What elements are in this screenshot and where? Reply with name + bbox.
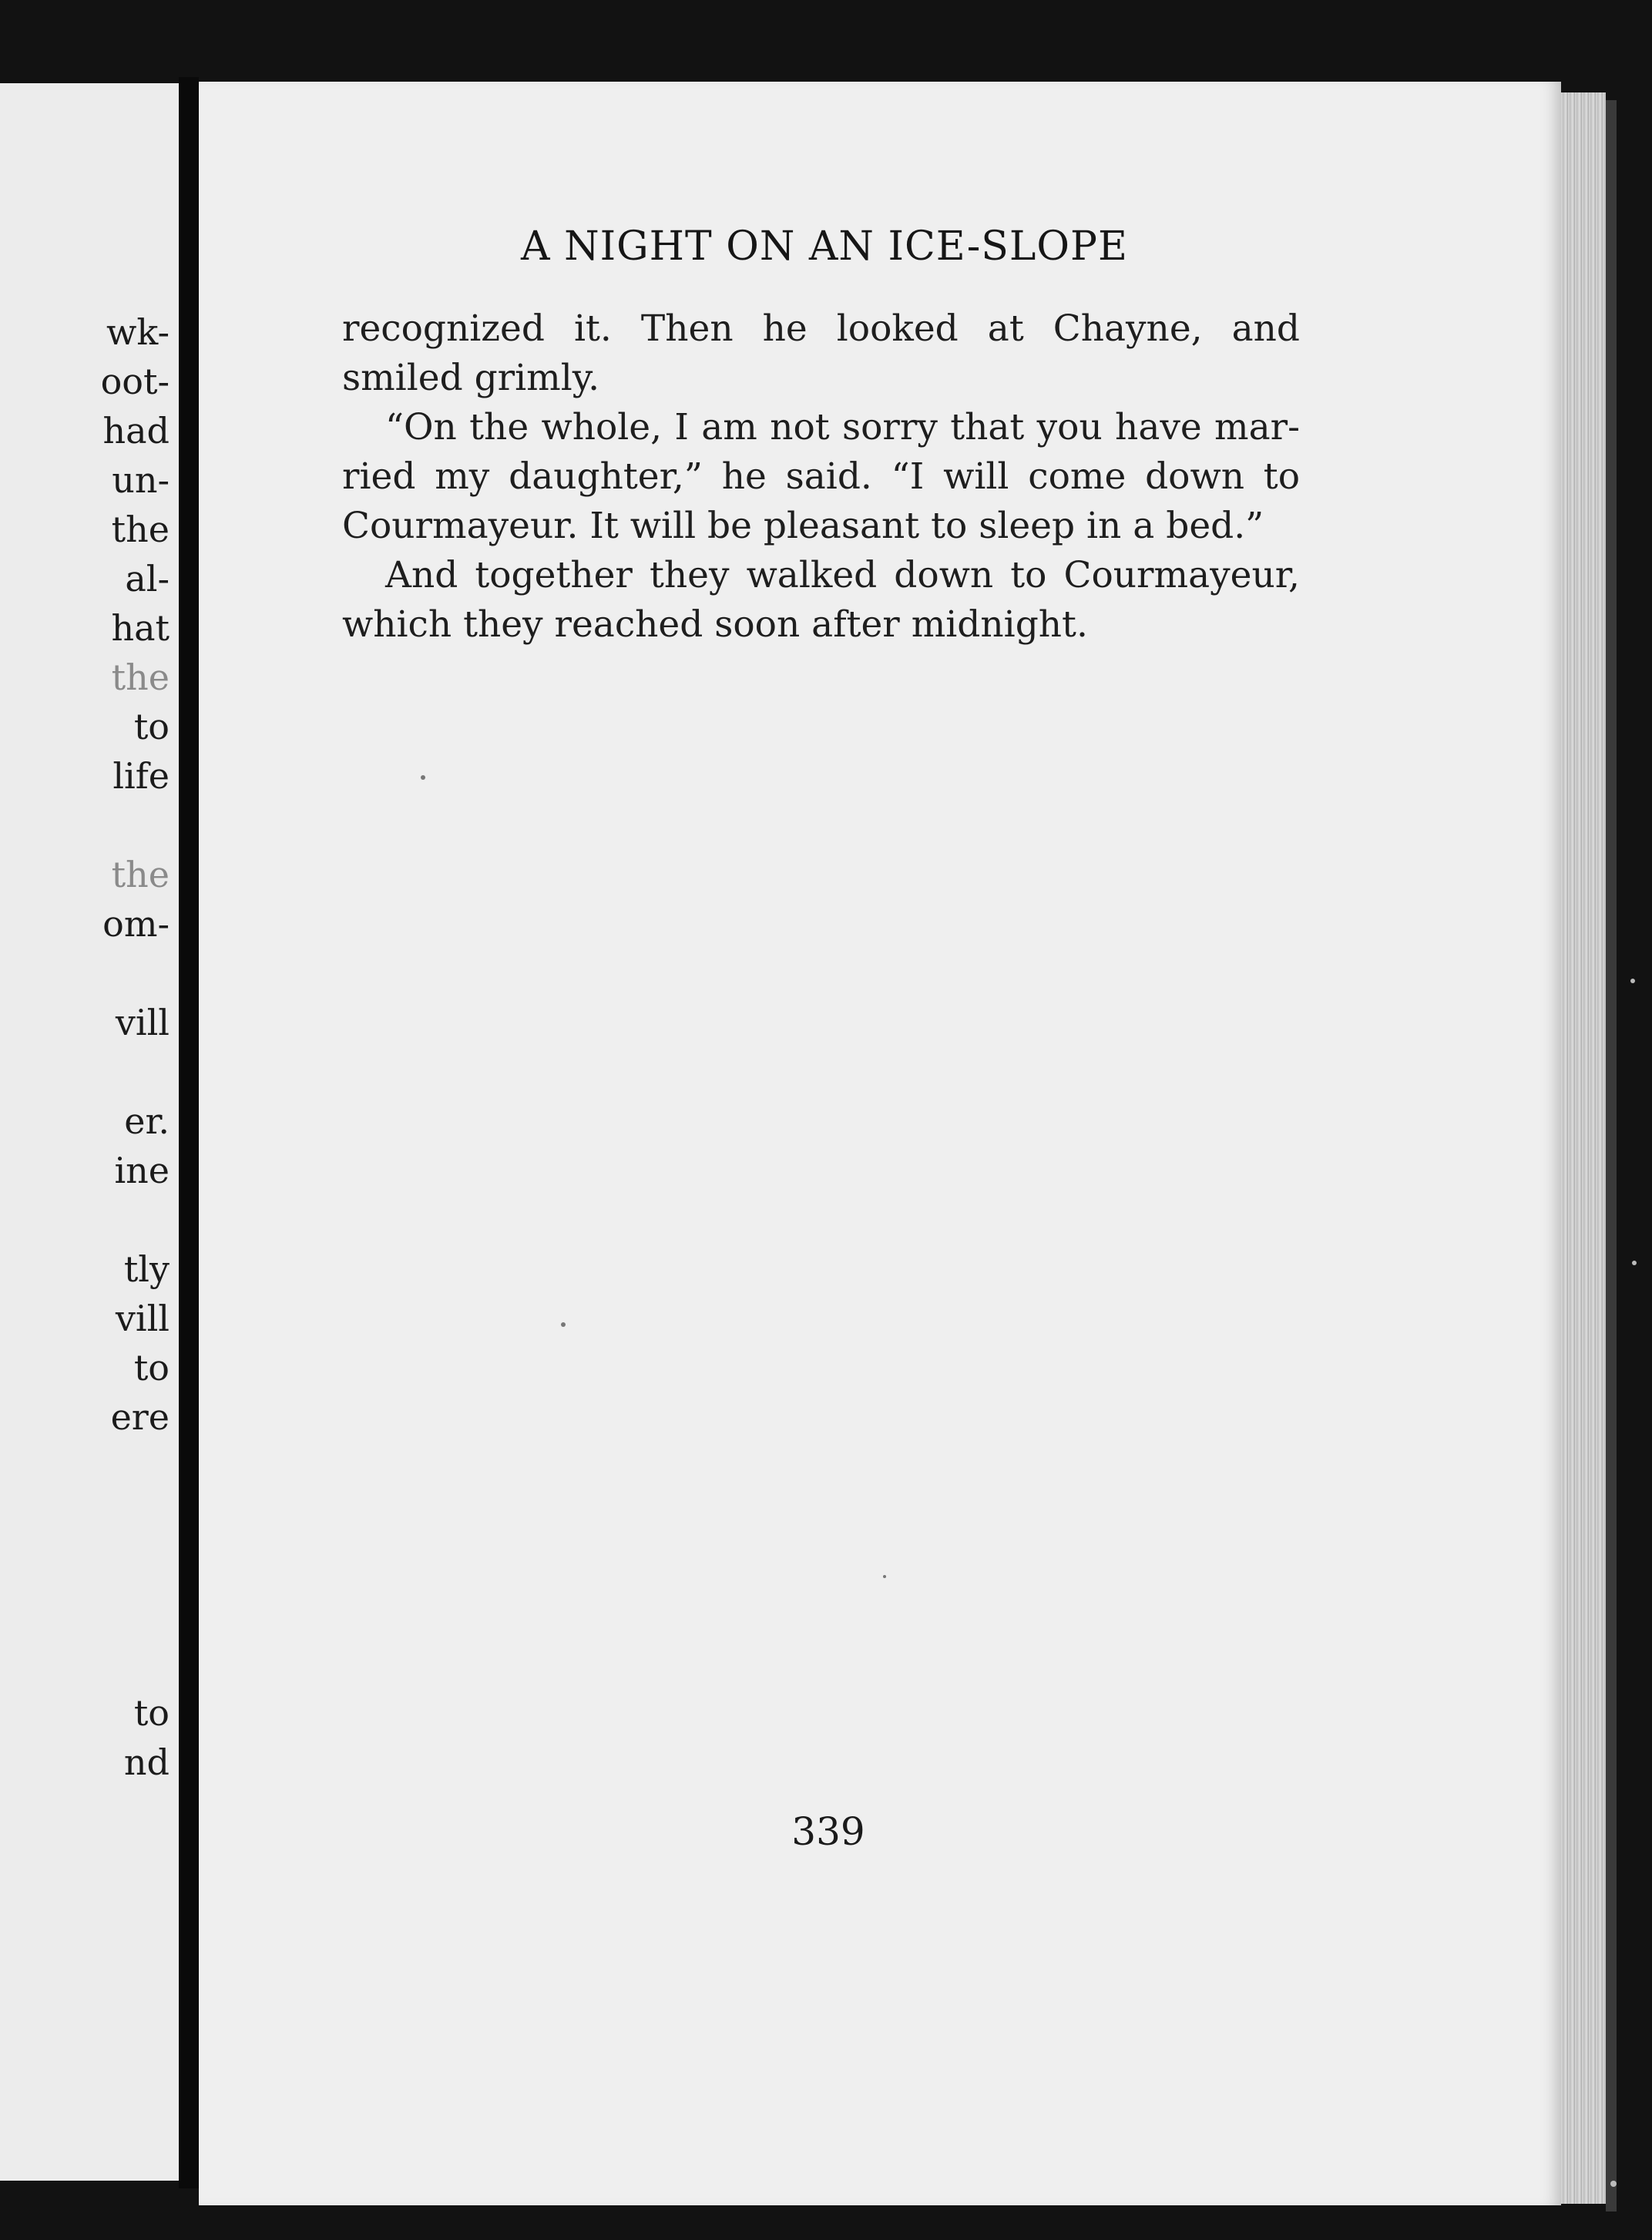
left-line-fragment: the (111, 854, 170, 895)
book-gutter (179, 77, 199, 2188)
left-page (0, 83, 179, 2181)
left-line-fragment: vill (115, 1002, 170, 1043)
left-line-fragment: wk- (106, 311, 170, 353)
left-line-fragment: vill (115, 1298, 170, 1339)
left-line-fragment: to (133, 1692, 170, 1734)
left-line-fragment: tly (123, 1248, 170, 1290)
running-head: A NIGHT ON AN ICE-SLOPE (520, 223, 1129, 270)
left-line-fragment: nd (123, 1741, 170, 1783)
left-line-fragment: om- (102, 903, 170, 945)
dust-speck (1632, 1261, 1637, 1265)
dust-speck (1610, 2181, 1617, 2187)
left-line-fragment: un- (112, 459, 170, 501)
left-line-fragment: to (133, 706, 170, 747)
left-line-fragment: er. (124, 1100, 170, 1142)
left-line-fragment: the (111, 657, 170, 698)
left-line-fragment: to (133, 1347, 170, 1389)
paragraph: recognized it. Then he looked at Chayne, and smiled grimly. (342, 307, 1300, 399)
dust-speck (883, 1575, 886, 1578)
left-line-fragment: ere (110, 1396, 170, 1438)
left-line-fragment: al- (125, 558, 170, 599)
left-line-fragment: life (112, 755, 170, 797)
left-line-fragment: oot- (100, 361, 170, 402)
dust-speck (561, 1322, 566, 1327)
body-text (342, 304, 1300, 650)
left-line-fragment: had (102, 410, 170, 452)
left-line-fragment: the (111, 509, 170, 550)
dust-speck (1630, 979, 1635, 983)
dust-speck (421, 775, 425, 780)
paragraph: “On the whole, I am not sorry that you have married my daughter,” he said. “I will come down to Courmayeur. It will be pleasant to sleep in a bed.” (342, 406, 1300, 547)
paragraph: And together they walked down to Courmayeur, which they reached soon after midnight. (342, 554, 1300, 646)
left-line-fragment: hat (111, 607, 170, 649)
page-stack-shadow (1606, 100, 1617, 2211)
page-number: 339 (791, 1809, 865, 1854)
page-stack-edge (1561, 92, 1606, 2204)
left-line-fragment: ine (114, 1150, 170, 1191)
